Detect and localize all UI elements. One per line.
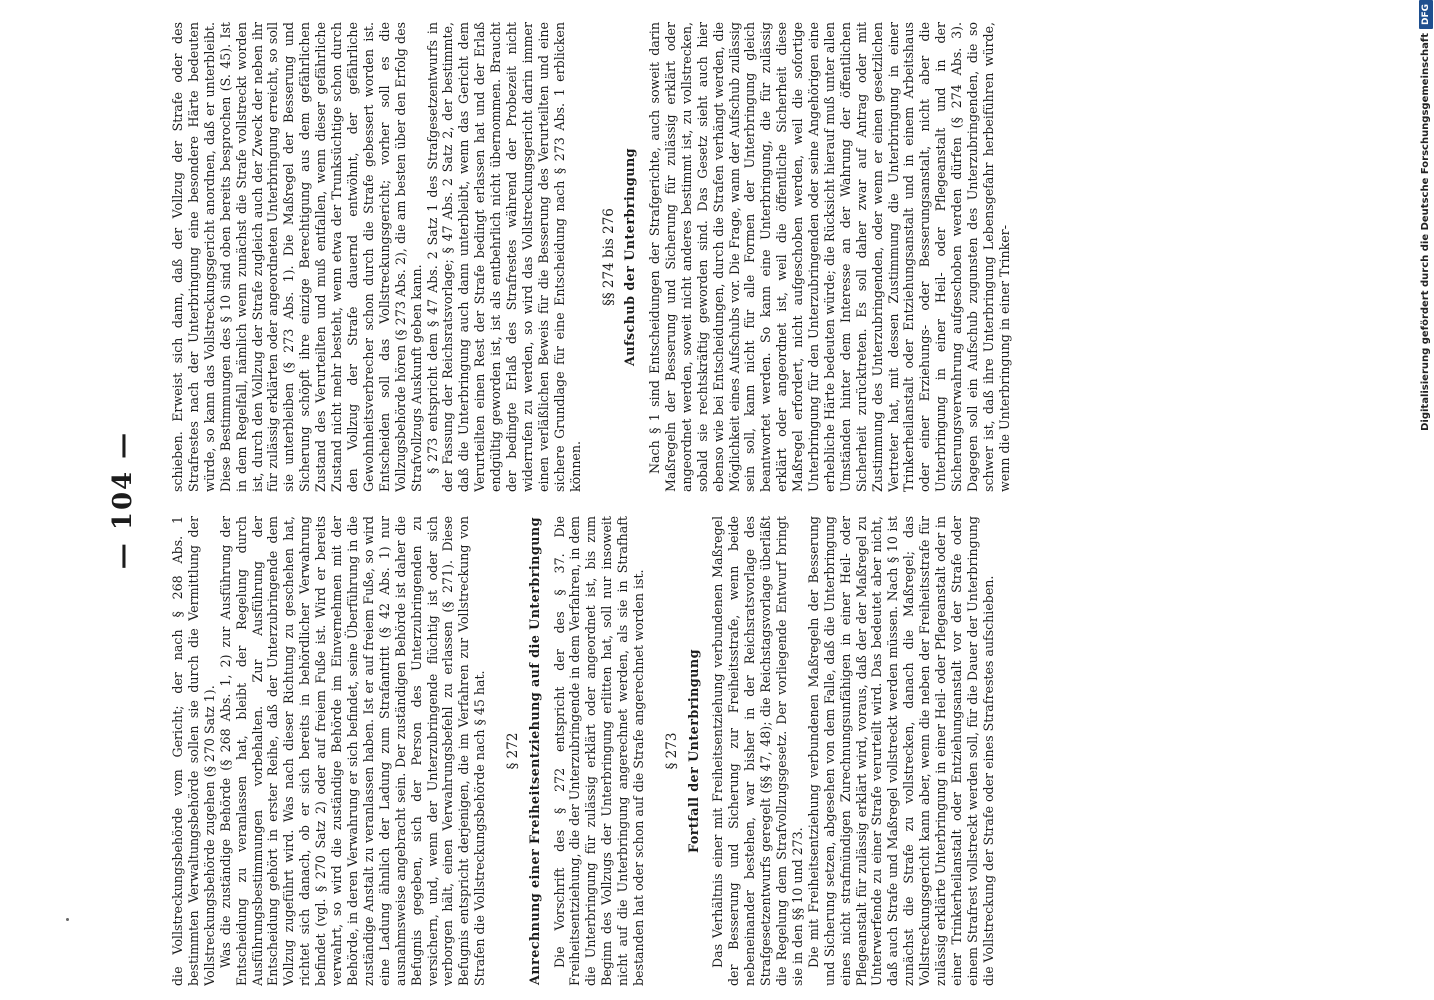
paragraph: Was die zuständige Behörde (§ 268 Abs. 1, 2) zur Ausführung der Entscheidung zu veranlassen hat, bleibt der Regelung durch Ausführungsbestimmungen vorbehalten. Zur Ausführung der Entscheidung gehört in erster Reihe, daß der Unterzubringende dem Vollzug zugeführt wird. Was nach dieser Richtung zu geschehen hat, richtet sich danach, ob er sich bereits in behördlicher Verwahrung befindet (vgl. § 270 Satz 2) oder auf freiem Fuße ist. Wird er bereits verwahrt, so wird die zuständige Behörde im Einvernehmen mit der Behörde, in deren Verwahrung er sich befindet, seine Überführung in die zuständige Anstalt zu veranlassen haben. Ist er auf freiem Fuße, so wird eine Ladung ähnlich der Ladung zum Strafantritt (§ 42 Abs. 1) nur ausnahmsweise angebracht sein. Der zuständigen Behörde ist daher die Befugnis gegeben, sich der Person des Unterzubringenden zu versichern, und, wenn der Unterzubringende flüchtig ist oder sich verborgen hält, einen Verwahrungsbefehl zu erlassen (§ 271). Diese Befugnis entspricht derjenigen, die im Verfahren zur Vollstreckung von Strafen die Vollstreckungsbehörde nach § 45 hat. xyxy=(217,516,488,986)
left-column xyxy=(170,516,1335,986)
section-number: §§ 274 bis 276 xyxy=(600,208,617,306)
paragraph: Die mit Freiheitsentziehung verbundenen Maßregeln der Besserung und Sicherung setzen, abgesehen von dem Falle, daß die Unterbringung eines nicht strafmündigen Zurechnungsunfähigen in einer Heil- oder Pflegeanstalt für zulässig erklärt wird, voraus, daß der der Maßregel zu Unterwerfende zu einer Strafe verurteilt wird. Das bedeutet aber nicht, daß auch Strafe und Maßregel vollstreckt werden müssen. Nach § 10 ist zunächst die Strafe zu vollstrecken, danach die Maßregel; das Vollstreckungsgericht kann aber, wenn die neben der Freiheitsstrafe für zulässig erklärte Unterbringung in einer Heil- oder Pflegeanstalt oder in einer Trinkerheilanstalt oder Entziehungsanstalt vor der Strafe oder einem Strafrest vollstreckt werden soll, für die Dauer der Unterbringung die Vollstreckung der Strafe oder eines Strafrestes aufschieben. xyxy=(805,516,996,986)
paragraph: Das Verhältnis einer mit Freiheitsentziehung verbundenen Maßregel der Besserung und Sicherung zur Freiheitsstrafe, wenn beide nebeneinander bestehen, war bisher in der Reichsratsvorlage des Strafgesetzentwurfs geregelt (§§ 47, 48); die Reichstagsvorlage überläßt die Regelung dem Strafvollzugsgesetz. Der vorliegende Entwurf bringt sie in den §§ 10 und 273. xyxy=(710,516,805,986)
page-number: — 104 — xyxy=(108,430,138,570)
paragraph: schieben. Erweist sich dann, daß der Vollzug der Strafe oder des Strafrestes nach der Unterbringung eine besondere Härte bedeuten würde, so kann das Vollstreckungsgericht anordnen, daß er unterbleibt. Diese Bestimmungen des § 10 sind oben bereits besprochen (S. 45). Ist in dem Regelfall, nämlich wenn zunächst die Strafe vollstreckt worden ist, durch den Vollzug der Strafe zugleich auch der Zweck der neben ihr für zulässig erklärten oder angeordneten Unterbringung erreicht, so soll sie unterbleiben (§ 273 Abs. 1). Die Maßregel der Besserung und Sicherung schöpft ihre einzige Berechtigung aus dem gefährlichen Zustand des Verurteilten und muß entfallen, wenn dieser gefährliche Zustand nicht mehr besteht, wenn etwa der Trunksüchtige schon durch den Vollzug der Strafe dauernd entwöhnt, der gefährliche Gewohnheitsverbrecher schon durch die Strafe gebessert worden ist. Entscheiden soll das Vollstreckungsgericht; vorher soll es die Vollzugsbehörde hören (§ 273 Abs. 2), die am besten über den Erfolg des Strafvollzugs Auskunft geben kann. xyxy=(170,22,424,492)
section-heading: Aufschub der Unterbringung xyxy=(623,147,639,367)
dfg-logo-badge: DFG xyxy=(1419,0,1433,29)
section-number: § 272 xyxy=(505,732,522,770)
paragraph: Nach § 1 sind Entscheidungen der Strafgerichte, auch soweit darin Maßregeln der Besserung und Sicherung für zulässig erklärt oder angeordnet werden, soweit nicht anderes bestimmt ist, zu vollstrecken, sobald sie rechtskräftig geworden sind. Das Gesetz sieht auch hier ebenso wie bei Entscheidungen, durch die Strafen verhängt werden, die Möglichkeit eines Aufschubs vor. Die Frage, wann der Aufschub zulässig sein soll, kann nicht für alle Formen der Unterbringung gleich beantwortet werden. So kann eine Unterbringung, die für zulässig erklärt oder angeordnet ist, weil die öffentliche Sicherheit diese Maßregel erfordert, nicht aufgeschoben werden, weil die sofortige Unterbringung für den Unterzubringenden oder seine Angehörigen eine erhebliche Härte bedeuten würde; die Rücksicht hierauf muß unter allen Umständen hinter dem Interesse an der Wahrung der öffentlichen Sicherheit zurücktreten. Es soll daher zwar auf Antrag oder mit Zustimmung des Unterzubringenden, oder wenn er einen gesetzlichen Vertreter hat, mit dessen Zustimmung die Unterbringung in einer Trinkerheilanstalt oder Entziehungsanstalt und in einem Arbeitshaus oder einer Erziehungs- oder Besserungsanstalt, nicht aber die Unterbringung in einer Heil- oder Pflegeanstalt und in der Sicherungsverwahrung aufgeschoben werden dürfen (§ 274 Abs. 3). Dagegen soll ein Aufschub zugunsten des Unterzubringenden, die so schwer ist, daß ihre Unterbringung Lebensgefahr herbeiführen würde, wenn die Unterbringung in einer Trinker- xyxy=(646,22,1012,492)
section-heading: Anrechnung einer Freiheitsentziehung auf die Unterbringung xyxy=(528,517,544,985)
document-page xyxy=(100,0,1345,1000)
paragraph: Die Vorschrift des § 272 entspricht der des § 37. Die Freiheitsentziehung, die der Unterzubringende in dem Verfahren, in dem die Unterbringung für zulässig erklärt oder angeordnet ist, bis zum Beginn des Vollzugs der Unterbringung erlitten hat, soll nur insoweit nicht auf die Unterbringung angerechnet werden, als sie in Strafhaft bestanden hat oder schon auf die Strafe angerechnet worden ist. xyxy=(551,516,647,986)
paragraph: § 273 entspricht dem § 47 Abs. 2 Satz 1 des Strafgesetzentwurfs in der Fassung der Reichsratsvorlage; § 47 Abs. 2 Satz 2, der bestimmte, daß die Unterbringung auch dann unterbleibt, wenn das Gericht dem Verurteilten einen Rest der Strafe bedingt erlassen hat und der Erlaß endgültig geworden ist, ist als entbehrlich nicht übernommen. Braucht der bedingte Erlaß des Strafrestes während der Probezeit nicht widerrufen zu werden, so wird das Vollstreckungsgericht darin immer einen verläßlichen Beweis für die Besserung des Verurteilten und eine sichere Grundlage für eine Entscheidung nach § 273 Abs. 1 erblicken können. xyxy=(424,22,583,492)
rotated-page-scan xyxy=(100,0,1345,1000)
paragraph: die Vollstreckungsbehörde vom Gericht; der nach § 268 Abs. 1 bestimmten Verwaltungsbehörde sollen sie durch die Vermittlung der Vollstreckungsbehörde zugehen (§ 270 Satz 1). xyxy=(170,516,217,986)
scan-speck xyxy=(66,918,69,921)
section-heading: Fortfall der Unterbringung xyxy=(686,649,702,853)
digitization-notice-text: Digitalisierung gefördert durch die Deutsche Forschungsgemeinschaft xyxy=(1420,33,1431,431)
digitization-sidebar xyxy=(1418,0,1434,1000)
right-column xyxy=(170,22,1335,492)
digitization-notice xyxy=(1418,0,1434,1000)
section-number: § 273 xyxy=(663,732,680,770)
